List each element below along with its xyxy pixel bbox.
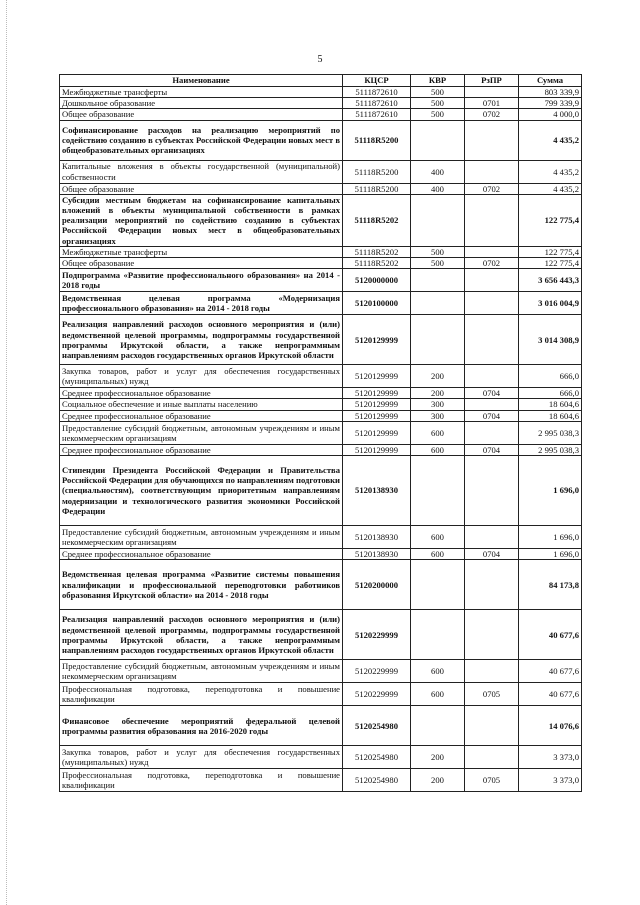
cell-rzpr: 0704 — [465, 410, 519, 421]
table-row — [60, 98, 582, 109]
cell-kvr — [411, 315, 465, 365]
cell-sum: 4 435,2 — [519, 160, 582, 183]
header-kvr: КВР — [411, 75, 465, 87]
cell-rzpr — [465, 746, 519, 769]
cell-name: Предоставление субсидий бюджетным, автономным учреждениям и иным некоммерческим организациям — [60, 421, 343, 444]
cell-name: Реализация направлений расходов основного мероприятия и (или) ведомственной целевой программы, подпрограммы государственной программы Иркутской области, а также непрограммным направлениям расходов государственных органов Иркутской области — [60, 315, 343, 365]
cell-rzpr — [465, 610, 519, 660]
cell-name: Профессиональная подготовка, переподготовка и повышение квалификации — [60, 683, 343, 706]
cell-code: 5120129999 — [343, 315, 411, 365]
cell-kvr: 600 — [411, 549, 465, 560]
cell-rzpr — [465, 160, 519, 183]
cell-kvr: 600 — [411, 444, 465, 455]
table-row — [60, 410, 582, 421]
cell-rzpr — [465, 194, 519, 246]
cell-name: Закупка товаров, работ и услуг для обеспечения государственных (муниципальных) нужд — [60, 746, 343, 769]
budget-table — [59, 74, 582, 792]
cell-kvr: 200 — [411, 746, 465, 769]
cell-name: Среднее профессиональное образование — [60, 410, 343, 421]
cell-rzpr — [465, 120, 519, 160]
table-row — [60, 526, 582, 549]
cell-name: Ведомственная целевая программа «Развитие системы повышения квалификации и профессиональной переподготовки работников образования Иркутской области» на 2014 - 2018 годы — [60, 560, 343, 610]
cell-sum: 1 696,0 — [519, 549, 582, 560]
page-number: 5 — [317, 54, 323, 65]
cell-kvr — [411, 269, 465, 292]
cell-rzpr: 0701 — [465, 98, 519, 109]
cell-kvr: 200 — [411, 769, 465, 792]
cell-kvr — [411, 706, 465, 746]
cell-rzpr: 0705 — [465, 683, 519, 706]
cell-sum: 40 677,6 — [519, 610, 582, 660]
scan-edge — [6, 0, 9, 905]
table-row — [60, 421, 582, 444]
cell-kvr: 500 — [411, 246, 465, 257]
table-row — [60, 87, 582, 98]
cell-code: 5120129999 — [343, 444, 411, 455]
cell-code: 5120129999 — [343, 399, 411, 410]
cell-rzpr: 0705 — [465, 769, 519, 792]
table-row — [60, 746, 582, 769]
cell-rzpr: 0704 — [465, 549, 519, 560]
cell-rzpr: 0704 — [465, 388, 519, 399]
cell-rzpr: 0702 — [465, 109, 519, 120]
cell-rzpr — [465, 315, 519, 365]
cell-kvr: 600 — [411, 421, 465, 444]
cell-rzpr: 0704 — [465, 444, 519, 455]
cell-name: Стипендии Президента Российской Федерации и Правительства Российской Федерации для обучающихся по направлениям подготовки (специальностям), соответствующим приоритетным направлениям модернизации и технологического развития экономики Российской Федерации — [60, 456, 343, 526]
cell-name: Общее образование — [60, 183, 343, 194]
table-row — [60, 456, 582, 526]
cell-name: Ведомственная целевая программа «Модернизация профессионального образования» на 2014 - 2018 годы — [60, 292, 343, 315]
table-row — [60, 292, 582, 315]
table-row — [60, 560, 582, 610]
cell-kvr — [411, 456, 465, 526]
cell-sum: 799 339,9 — [519, 98, 582, 109]
cell-rzpr — [465, 246, 519, 257]
cell-rzpr: 0702 — [465, 183, 519, 194]
cell-kvr: 500 — [411, 109, 465, 120]
cell-name: Профессиональная подготовка, переподготовка и повышение квалификации — [60, 769, 343, 792]
table-row — [60, 660, 582, 683]
cell-code: 5120200000 — [343, 560, 411, 610]
table-row — [60, 365, 582, 388]
cell-rzpr — [465, 560, 519, 610]
cell-sum: 3 656 443,3 — [519, 269, 582, 292]
cell-kvr: 500 — [411, 87, 465, 98]
cell-name: Закупка товаров, работ и услуг для обеспечения государственных (муниципальных) нужд — [60, 365, 343, 388]
cell-name: Финансовое обеспечение мероприятий федеральной целевой программы развития образования на 2016-2020 годы — [60, 706, 343, 746]
cell-name: Среднее профессиональное образование — [60, 444, 343, 455]
table-row — [60, 315, 582, 365]
cell-kvr — [411, 194, 465, 246]
cell-code: 5111872610 — [343, 87, 411, 98]
cell-sum: 3 014 308,9 — [519, 315, 582, 365]
cell-rzpr — [465, 706, 519, 746]
cell-rzpr — [465, 526, 519, 549]
table-row — [60, 246, 582, 257]
cell-name: Субсидии местным бюджетам на софинансирование капитальных вложений в объекты муниципальной собственности в рамках реализации мероприятий по содействию созданию в субъектах Российской Федерации новых мест в общеобразовательных организациях — [60, 194, 343, 246]
header-name: Наименование — [60, 75, 343, 87]
cell-sum: 40 677,6 — [519, 683, 582, 706]
table-row — [60, 109, 582, 120]
cell-sum: 3 373,0 — [519, 746, 582, 769]
cell-code: 5120129999 — [343, 365, 411, 388]
table-row — [60, 388, 582, 399]
cell-kvr: 400 — [411, 160, 465, 183]
cell-sum: 40 677,6 — [519, 660, 582, 683]
cell-code: 51118R5202 — [343, 258, 411, 269]
cell-rzpr — [465, 269, 519, 292]
cell-code: 5120254980 — [343, 706, 411, 746]
cell-code: 5120129999 — [343, 421, 411, 444]
cell-code: 51118R5202 — [343, 246, 411, 257]
table-row — [60, 610, 582, 660]
cell-name: Межбюджетные трансферты — [60, 87, 343, 98]
cell-code: 5120229999 — [343, 683, 411, 706]
cell-kvr: 500 — [411, 98, 465, 109]
cell-name: Софинансирование расходов на реализацию мероприятий по содействию созданию в субъектах Российской Федерации новых мест в общеобразовательных организациях — [60, 120, 343, 160]
table-row — [60, 269, 582, 292]
cell-name: Дошкольное образование — [60, 98, 343, 109]
cell-rzpr: 0702 — [465, 258, 519, 269]
cell-code: 5120138930 — [343, 549, 411, 560]
table-row — [60, 769, 582, 792]
cell-code: 5120229999 — [343, 610, 411, 660]
cell-kvr: 500 — [411, 258, 465, 269]
cell-sum: 2 995 038,3 — [519, 421, 582, 444]
cell-code: 5120000000 — [343, 269, 411, 292]
cell-sum: 3 016 004,9 — [519, 292, 582, 315]
cell-kvr — [411, 610, 465, 660]
cell-code: 5120254980 — [343, 746, 411, 769]
cell-name: Общее образование — [60, 258, 343, 269]
cell-kvr — [411, 120, 465, 160]
table-row — [60, 399, 582, 410]
table-row — [60, 194, 582, 246]
cell-name: Капитальные вложения в объекты государственной (муниципальной) собственности — [60, 160, 343, 183]
cell-name: Среднее профессиональное образование — [60, 549, 343, 560]
cell-code: 5111872610 — [343, 98, 411, 109]
cell-kvr — [411, 292, 465, 315]
cell-code: 5120138930 — [343, 526, 411, 549]
cell-kvr: 600 — [411, 683, 465, 706]
cell-sum: 4 000,0 — [519, 109, 582, 120]
cell-sum: 4 435,2 — [519, 120, 582, 160]
cell-code: 51118R5202 — [343, 194, 411, 246]
cell-sum: 666,0 — [519, 388, 582, 399]
table-body — [60, 87, 582, 792]
table-row — [60, 258, 582, 269]
cell-rzpr — [465, 399, 519, 410]
table-row — [60, 549, 582, 560]
table-row — [60, 183, 582, 194]
cell-kvr: 300 — [411, 410, 465, 421]
cell-kvr: 600 — [411, 660, 465, 683]
cell-kvr: 200 — [411, 388, 465, 399]
table-header-row — [60, 75, 582, 87]
cell-sum: 122 775,4 — [519, 246, 582, 257]
cell-code: 5120138930 — [343, 456, 411, 526]
cell-sum: 84 173,8 — [519, 560, 582, 610]
cell-name: Предоставление субсидий бюджетным, автономным учреждениям и иным некоммерческим организациям — [60, 660, 343, 683]
header-sum: Сумма — [519, 75, 582, 87]
cell-name: Среднее профессиональное образование — [60, 388, 343, 399]
cell-kvr: 600 — [411, 526, 465, 549]
cell-sum: 18 604,6 — [519, 399, 582, 410]
table-row — [60, 683, 582, 706]
cell-sum: 666,0 — [519, 365, 582, 388]
cell-sum: 3 373,0 — [519, 769, 582, 792]
cell-sum: 1 696,0 — [519, 526, 582, 549]
cell-sum: 122 775,4 — [519, 258, 582, 269]
cell-code: 5111872610 — [343, 109, 411, 120]
cell-code: 5120229999 — [343, 660, 411, 683]
cell-sum: 803 339,9 — [519, 87, 582, 98]
cell-name: Подпрограмма «Развитие профессионального образования» на 2014 - 2018 годы — [60, 269, 343, 292]
cell-code: 5120129999 — [343, 410, 411, 421]
table-row — [60, 120, 582, 160]
cell-rzpr — [465, 365, 519, 388]
cell-rzpr — [465, 87, 519, 98]
cell-kvr: 200 — [411, 365, 465, 388]
cell-kvr — [411, 560, 465, 610]
cell-kvr: 400 — [411, 183, 465, 194]
cell-rzpr — [465, 421, 519, 444]
cell-code: 5120100000 — [343, 292, 411, 315]
cell-name: Предоставление субсидий бюджетным, автономным учреждениям и иным некоммерческим организациям — [60, 526, 343, 549]
cell-name: Общее образование — [60, 109, 343, 120]
cell-code: 51118R5200 — [343, 160, 411, 183]
cell-sum: 122 775,4 — [519, 194, 582, 246]
cell-name: Реализация направлений расходов основного мероприятия и (или) ведомственной целевой программы, подпрограммы государственной программы Иркутской области, а также непрограммным направлениям расходов государственных органов Иркутской области — [60, 610, 343, 660]
table-row — [60, 444, 582, 455]
cell-code: 51118R5200 — [343, 120, 411, 160]
cell-sum: 4 435,2 — [519, 183, 582, 194]
table-row — [60, 706, 582, 746]
cell-sum: 2 995 038,3 — [519, 444, 582, 455]
cell-sum: 18 604,6 — [519, 410, 582, 421]
cell-sum: 1 696,0 — [519, 456, 582, 526]
cell-code: 5120254980 — [343, 769, 411, 792]
header-code: КЦСР — [343, 75, 411, 87]
cell-code: 51118R5200 — [343, 183, 411, 194]
cell-kvr: 300 — [411, 399, 465, 410]
cell-sum: 14 076,6 — [519, 706, 582, 746]
cell-rzpr — [465, 456, 519, 526]
cell-rzpr — [465, 660, 519, 683]
cell-name: Межбюджетные трансферты — [60, 246, 343, 257]
cell-rzpr — [465, 292, 519, 315]
cell-name: Социальное обеспечение и иные выплаты населению — [60, 399, 343, 410]
cell-code: 5120129999 — [343, 388, 411, 399]
header-rzpr: РзПР — [465, 75, 519, 87]
table-row — [60, 160, 582, 183]
